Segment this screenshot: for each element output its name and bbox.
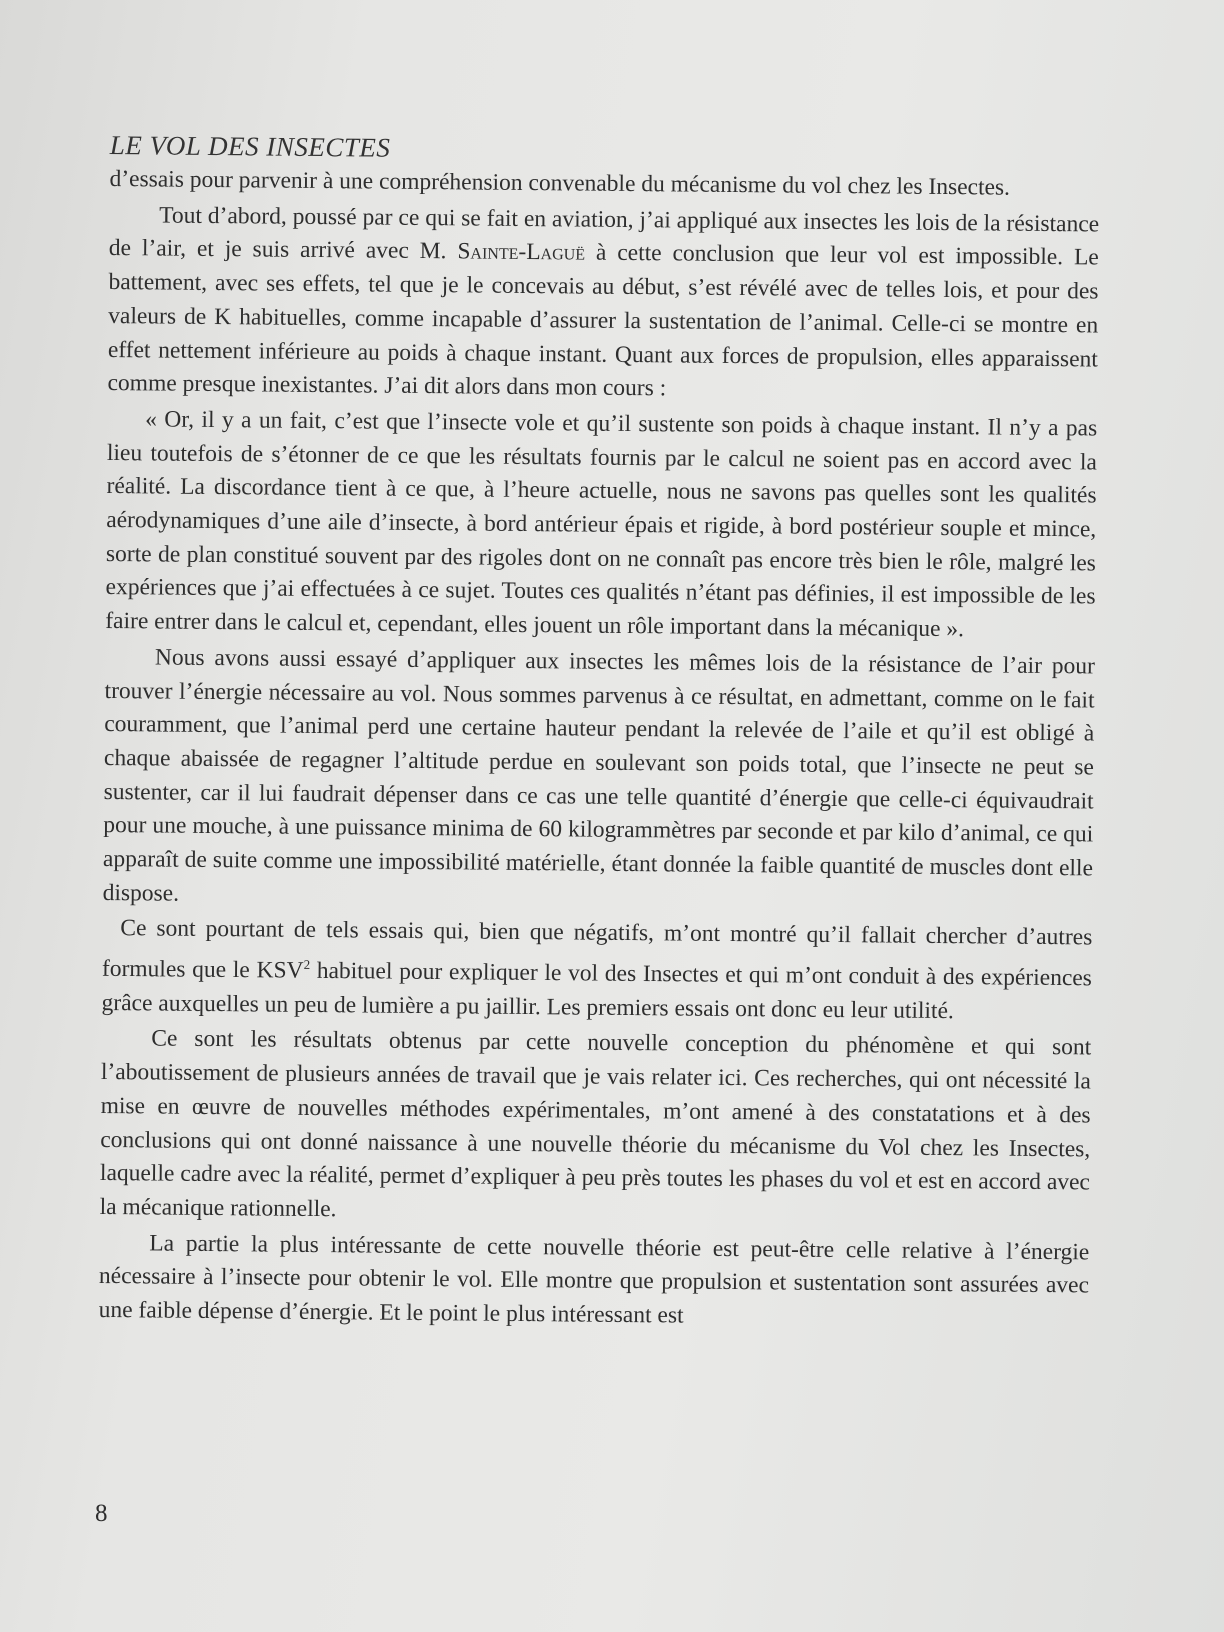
- paragraph-continuation: d’essais pour parvenir à une compréhension convenable du mécanisme du vol chez les Insectes.: [109, 165, 1011, 201]
- paragraph-energy-theory: La partie la plus intéressante de cette nouvelle théorie est peut-être celle relative à l’énergie nécessaire à l’insecte pour obtenir le vol. Elle montre que propulsion et sustentation sont assurées avec une faible dépense d’énergie. Et le point le plus intéressant est: [98, 1230, 1090, 1329]
- author-name: Sainte-Laguë: [457, 238, 586, 266]
- paragraph-text: habituel pour expliquer le vol des Insectes et qui m’ont conduit à des expériences grâce auxquelles un peu de lumière a pu jaillir. Les premiers essais ont donc eu leur utilité.: [101, 957, 1093, 1024]
- paragraph-text: Tout d’abord, poussé par ce qui se fait en aviation, j’ai appliqué aux insectes les lois de la résistance de l’air, et je suis arrivé avec M.: [108, 202, 1100, 265]
- running-title: LE VOL DES INSECTES: [109, 130, 391, 163]
- paragraph-ksv-formula: [101, 912, 1092, 1029]
- paragraph-text: Ce sont pourtant de tels essais qui, bien que négatifs, m’ont montré qu’il fallait chercher d’autres formules que le: [101, 915, 1093, 984]
- quoted-lecture: « Or, il y a un fait, c’est que l’insecte vole et qu’il sustente son poids à chaque instant. Il n’y a pas lieu toutefois de s’étonner de ce que les résultats fournis par le calcul ne soient pas en accord avec la réalité. La discordance tient à ce que, à l’heure actuelle, nous ne savons pas quelles sont les qualités aérodynamiques d’une aile d’insecte, à bord antérieur épais et rigide, à bord postérieur souple et mince, sorte de plan constitué souvent par des rigoles dont on ne connaît pas encore très bien le rôle, malgré les expériences que j’ai effectuées à ce sujet. Toutes ces qualités n’étant pas définies, il est impossible de les faire entrer dans le calcul et, cependant, elles jouent un rôle important dans la mécanique ».: [105, 406, 1098, 643]
- paragraph-new-theory: Ce sont les résultats obtenus par cette nouvelle conception du phénomène et qui sont l’aboutissement de plusieurs années de travail que je vais relater ici. Ces recherches, qui ont nécessité la mise en œuvre de nouvelles méthodes expérimentales, m’ont amené à des constatations et à des conclusions qui ont donné naissance à une nouvelle théorie du mécanisme du Vol chez les Insectes, laquelle cadre avec la réalité, permet d’expliquer à peu près toutes les phases du vol et est en accord avec la mécanique rationnelle.: [99, 1025, 1092, 1223]
- page-number: 8: [95, 1500, 108, 1527]
- paragraph-aviation-laws: [107, 199, 1099, 411]
- paragraph-energy-estimate: Nous avons aussi essayé d’appliquer aux insectes les mêmes lois de la résistance de l’air pour trouver l’énergie nécessaire au vol. Nous sommes parvenus à ce résultat, en admettant, comme on le fait couramment, que l’animal perd une certaine hauteur pendant la relevée de l’aile et qu’il est obligé à chaque abaissée de regagner l’altitude perdue en soulevant son poids total, que l’insecte ne peut se sustenter, car il lui faudrait dépenser dans ce cas une telle quantité d’énergie que celle-ci équivaudrait pour une mouche, à une puissance minima de 60 kilogrammètres par seconde et par kilo d’animal, ce qui apparaît de suite comme une impossibilité matérielle, étant donnée la faible quantité de muscles dont elle dispose.: [102, 644, 1096, 907]
- formula: KSV: [256, 957, 304, 984]
- formula-exponent: 2: [303, 957, 311, 973]
- page-content: [98, 130, 1099, 1339]
- paragraph-text: à cette conclusion que leur vol est impossible. Le battement, avec ses effets, tel que je le concevais au début, s’est révélé avec de telles lois, et pour des valeurs de K habituelles, comme incapable d’assurer la sustentation de l’animal. Celle-ci se montre en effet nettement inférieure au poids à chaque instant. Quant aux forces de propulsion, elles apparaissent comme presque inexistantes. J’ai dit alors dans mon cours :: [107, 239, 1099, 402]
